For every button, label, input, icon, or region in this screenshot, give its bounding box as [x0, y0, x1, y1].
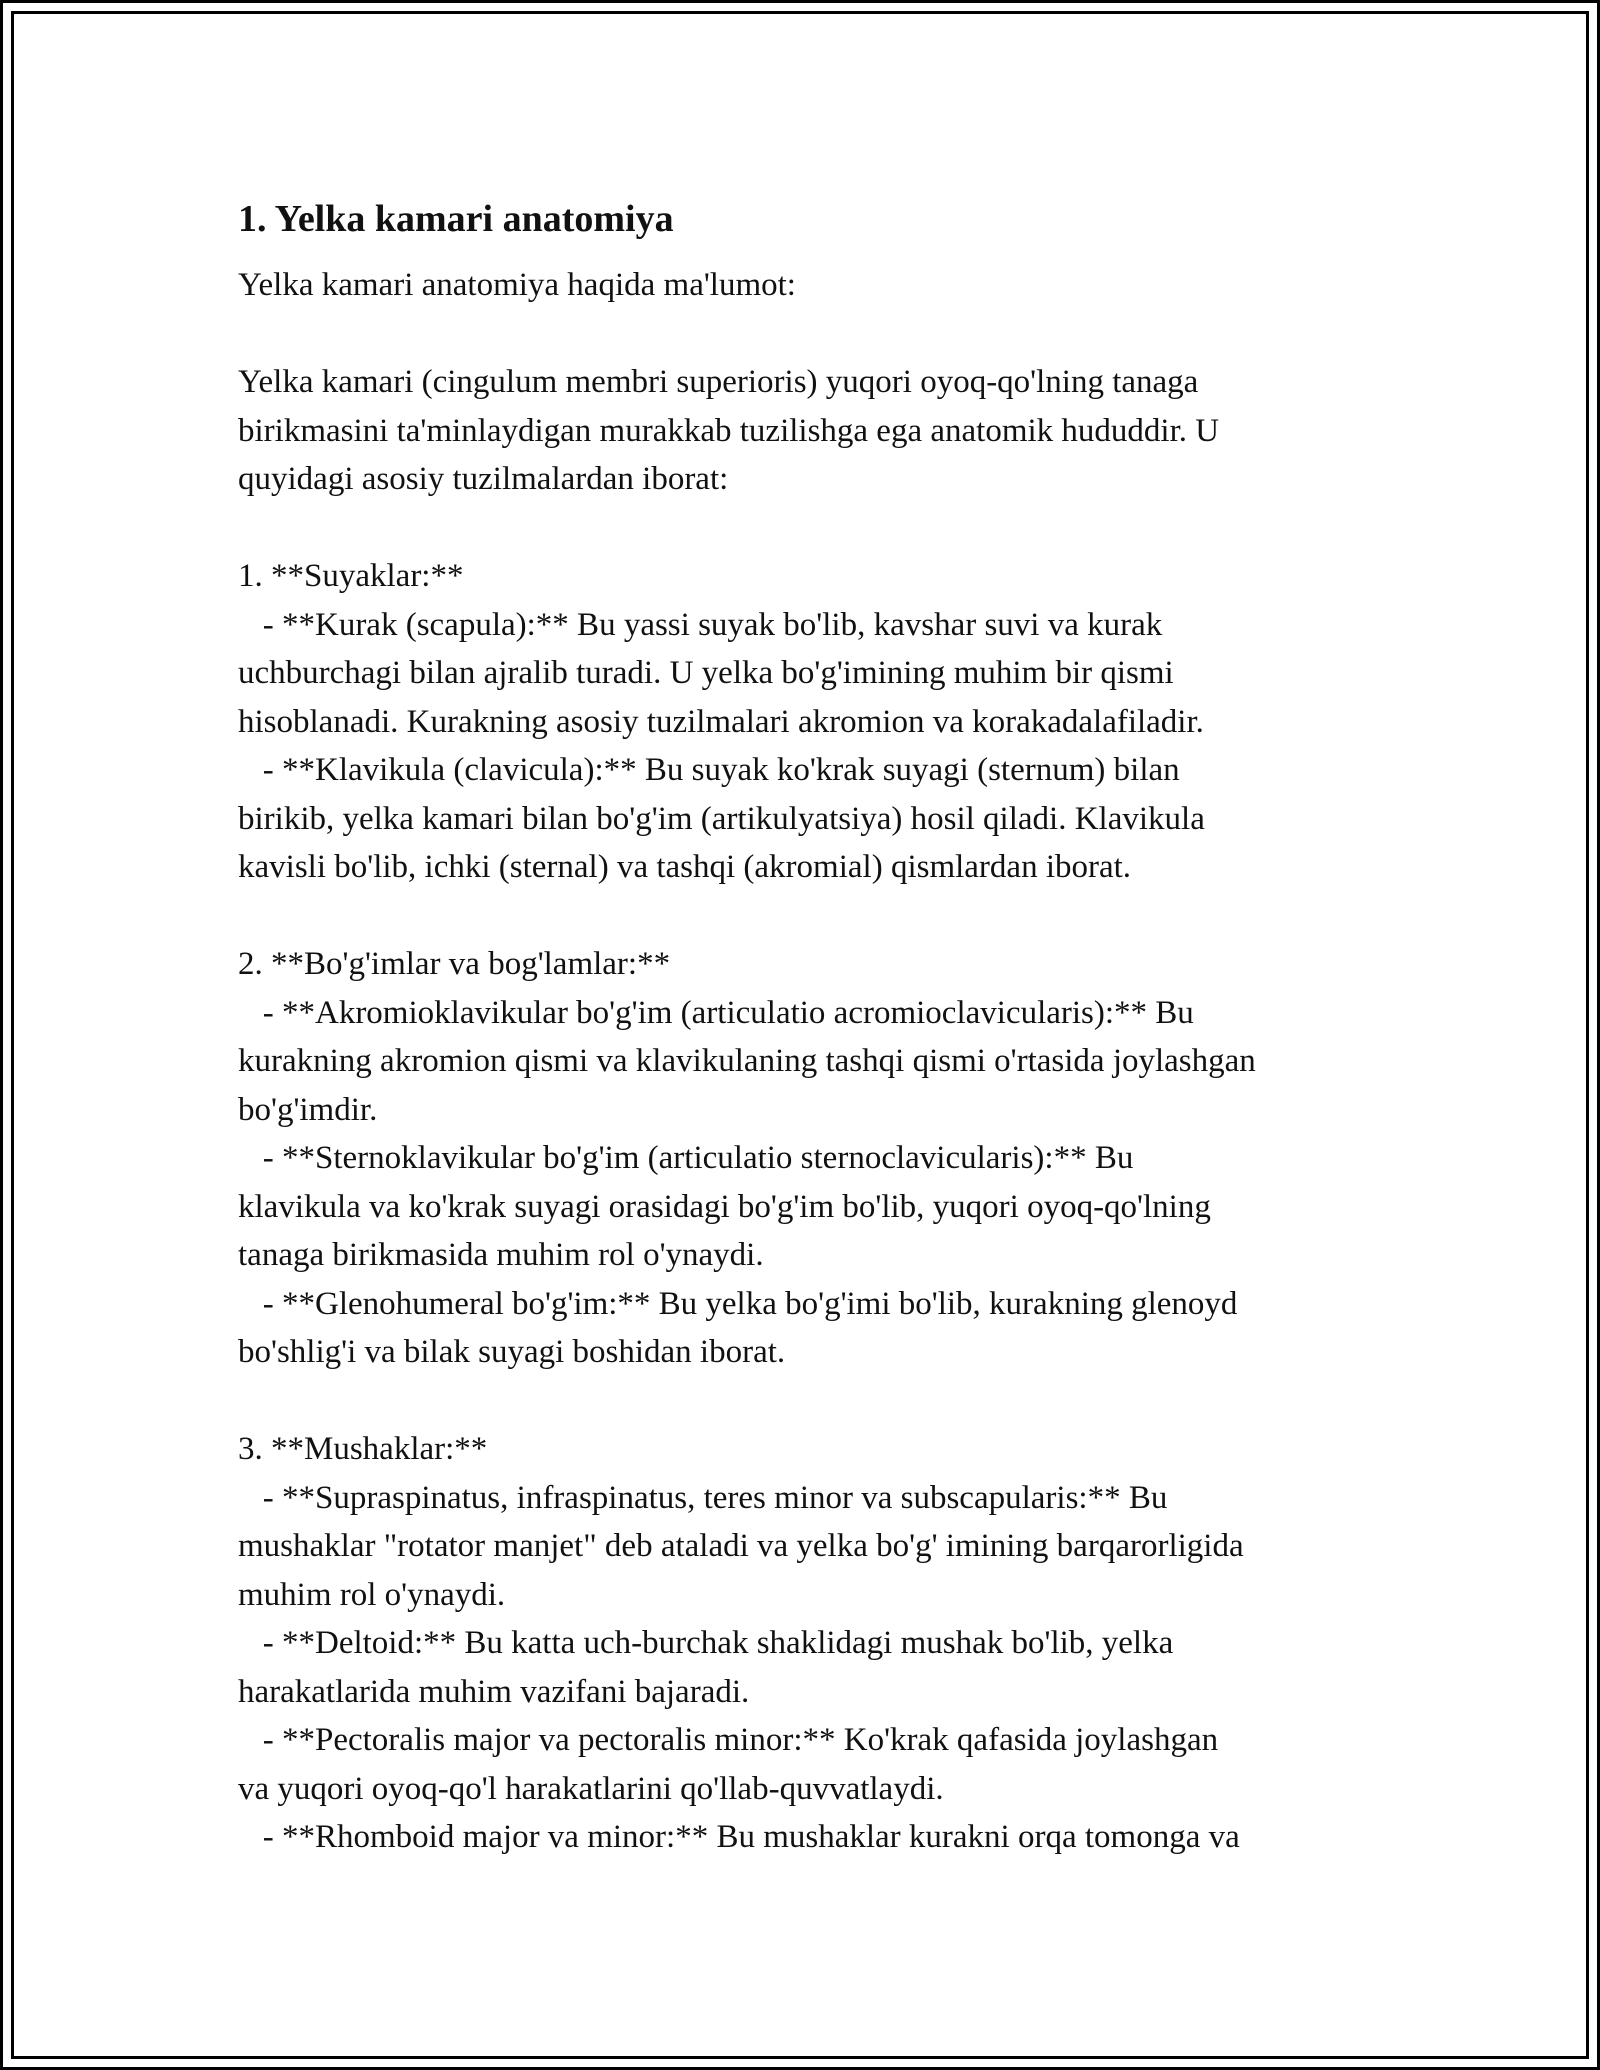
- body-line: kurakning akromion qismi va klavikulaning tashqi qismi o'rtasida joylashgan: [238, 1043, 1256, 1079]
- body-line: birikib, yelka kamari bilan bo'g'im (artikulyatsiya) hosil qiladi. Klavikula: [238, 800, 1205, 837]
- body-line: 2. **Bo'g'imlar va bog'lamlar:**: [238, 946, 671, 982]
- body-line: - **Kurak (scapula):** Bu yassi suyak bo'lib, kavshar suvi va kurak: [238, 606, 1163, 643]
- body-line: Yelka kamari (cingulum membri superioris) yuqori oyoq-qo'lning tanaga: [238, 364, 1199, 400]
- body-line: va yuqori oyoq-qo'l harakatlarini qo'llab-quvvatlaydi.: [238, 1770, 944, 1807]
- body-line: 1. **Suyaklar:**: [238, 558, 464, 594]
- body-line: - **Pectoralis major va pectoralis minor:** Ko'krak qafasida joylashgan: [238, 1722, 1219, 1758]
- blank-line: [238, 892, 1398, 941]
- document-content: [238, 191, 1398, 1862]
- body-line: uchburchagi bilan ajralib turadi. U yelka bo'g'imining muhim bir qismi: [238, 655, 1174, 691]
- document-body: [238, 310, 1398, 1862]
- body-line: - **Supraspinatus, infraspinatus, teres minor va subscapularis:** Bu: [238, 1479, 1168, 1516]
- body-line: birikmasini ta'minlaydigan murakkab tuzilishga ega anatomik hududdir. U: [238, 412, 1220, 449]
- body-line: quyidagi asosiy tuzilmalardan iborat:: [238, 461, 729, 497]
- body-line: kavisli bo'lib, ichki (sternal) va tashqi (akromial) qismlardan iborat.: [238, 849, 1132, 885]
- blank-line: [238, 310, 1398, 359]
- blank-line: [238, 504, 1398, 553]
- body-line: muhim rol o'ynaydi.: [238, 1576, 506, 1613]
- body-line: bo'shlig'i va bilak suyagi boshidan iborat.: [238, 1334, 786, 1370]
- body-line: - **Rhomboid major va minor:** Bu mushaklar kurakni orqa tomonga va: [238, 1819, 1240, 1855]
- body-line: harakatlarida muhim vazifani bajaradi.: [238, 1673, 750, 1710]
- body-line: - **Glenohumeral bo'g'im:** Bu yelka bo'g'imi bo'lib, kurakning glenoyd: [238, 1285, 1238, 1322]
- document-intro: Yelka kamari anatomiya haqida ma'lumot:: [238, 267, 796, 303]
- body-line: tanaga birikmasida muhim rol o'ynaydi.: [238, 1237, 764, 1273]
- body-line: 3. **Mushaklar:**: [238, 1431, 488, 1467]
- document-title: 1. Yelka kamari anatomiya: [238, 198, 674, 240]
- body-line: - **Akromioklavikular bo'g'im (articulatio acromioclavicularis):** Bu: [238, 994, 1194, 1031]
- blank-line: [238, 1377, 1398, 1426]
- body-line: hisoblanadi. Kurakning asosiy tuzilmalari akromion va korakadalafiladir.: [238, 703, 1204, 740]
- body-line: - **Deltoid:** Bu katta uch-burchak shaklidagi mushak bo'lib, yelka: [238, 1625, 1174, 1661]
- body-line: - **Klavikula (clavicula):** Bu suyak ko'krak suyagi (sternum) bilan: [238, 752, 1180, 788]
- body-line: bo'g'imdir.: [238, 1091, 378, 1128]
- body-line: klavikula va ko'krak suyagi orasidagi bo'g'im bo'lib, yuqori oyoq-qo'lning: [238, 1188, 1211, 1225]
- body-line: mushaklar "rotator manjet" deb ataladi va yelka bo'g' imining barqarorligida: [238, 1528, 1244, 1564]
- body-line: - **Sternoklavikular bo'g'im (articulatio sternoclavicularis):** Bu: [238, 1140, 1134, 1176]
